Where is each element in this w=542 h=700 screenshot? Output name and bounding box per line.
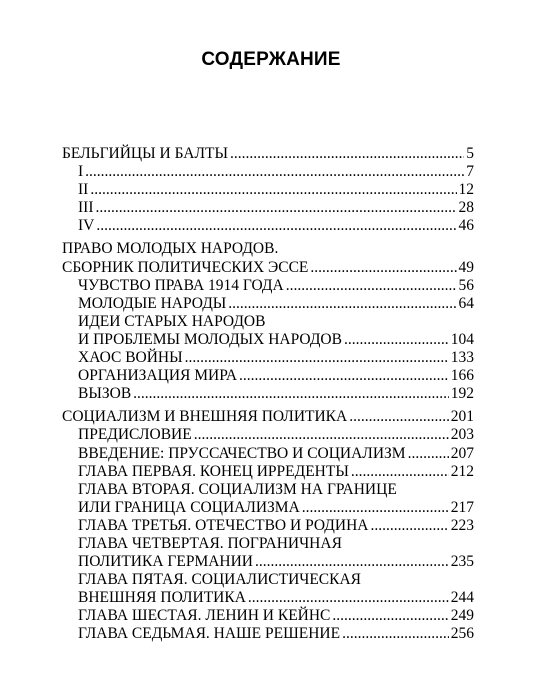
toc-entry-title: II <box>78 181 89 199</box>
toc-entry-title: СОЦИАЛИЗМ И ВНЕШНЯЯ ПОЛИТИКА <box>62 408 348 426</box>
dot-leader <box>351 463 449 481</box>
toc-entry-title: ПОЛИТИКА ГЕРМАНИИ <box>78 553 253 571</box>
dot-leader <box>133 385 449 403</box>
toc-page-number: 49 <box>458 258 474 276</box>
toc-line <box>78 625 474 643</box>
toc-entry-title: ГЛАВА ЧЕТВЕРТАЯ. ПОГРАНИЧНАЯ <box>78 534 342 552</box>
dot-leader <box>302 499 449 517</box>
toc-entry-title: ХАОС ВОЙНЫ <box>78 349 183 367</box>
toc-page-number: 64 <box>458 294 474 312</box>
toc-page-number: 192 <box>450 385 474 403</box>
toc-entry <box>62 463 474 481</box>
toc-page-number: 217 <box>450 498 474 516</box>
dot-leader <box>248 589 449 607</box>
toc-line <box>78 217 474 235</box>
toc-page-number: 203 <box>450 426 474 444</box>
toc-page-number: 56 <box>458 276 474 294</box>
toc-page-number: 5 <box>466 145 474 162</box>
toc-entry-title: ИДЕИ СТАРЫХ НАРОДОВ <box>78 312 266 330</box>
toc-line <box>78 553 474 571</box>
toc-page-number: 46 <box>458 217 474 235</box>
toc-line <box>78 589 474 607</box>
toc-line <box>62 240 474 258</box>
toc-entry <box>62 445 474 463</box>
dot-leader <box>332 607 448 625</box>
dot-leader <box>96 217 456 235</box>
toc-line <box>78 181 474 199</box>
dot-leader <box>90 181 456 199</box>
toc-page-number: 166 <box>450 367 474 385</box>
toc-entry <box>62 408 474 426</box>
dot-leader <box>342 625 449 643</box>
dot-leader <box>344 331 449 349</box>
toc-entry <box>62 313 474 349</box>
toc-page-number: 223 <box>450 516 474 534</box>
toc-line <box>78 499 474 517</box>
toc-line <box>78 367 474 385</box>
toc-entry <box>62 145 474 163</box>
dot-leader <box>194 426 449 444</box>
toc-line <box>78 426 474 444</box>
toc-line <box>78 277 474 295</box>
dot-leader <box>228 295 456 313</box>
table-of-contents <box>62 145 474 644</box>
dot-leader <box>239 367 449 385</box>
toc-page-number: 249 <box>450 607 474 625</box>
toc-entry-title: I <box>78 163 84 181</box>
toc-entry-title: И ПРОБЛЕМЫ МОЛОДЫХ НАРОДОВ <box>78 330 342 348</box>
toc-page-number: 28 <box>458 199 474 217</box>
toc-page-number: 207 <box>450 444 474 462</box>
dot-leader <box>349 408 449 426</box>
dot-leader <box>408 445 449 463</box>
dot-leader <box>85 163 464 181</box>
toc-entry-title: ЧУВСТВО ПРАВА 1914 ГОДА <box>78 276 284 294</box>
toc-entry-title: ГЛАВА ТРЕТЬЯ. ОТЕЧЕСТВО И РОДИНА <box>78 516 369 534</box>
toc-page-number: 235 <box>450 553 474 571</box>
toc-line <box>62 408 474 426</box>
toc-entry-title: ПРЕДИСЛОВИЕ <box>78 426 192 444</box>
toc-entry-title: ИЛИ ГРАНИЦА СОЦИАЛИЗМА <box>78 498 300 516</box>
toc-entry-title: ПРАВО МОЛОДЫХ НАРОДОВ. <box>62 240 279 258</box>
toc-entry-title: ГЛАВА ВТОРАЯ. СОЦИАЛИЗМ НА ГРАНИЦЕ <box>78 480 397 498</box>
toc-page-number: 12 <box>458 181 474 199</box>
toc-entry <box>62 517 474 535</box>
dot-leader <box>310 259 456 277</box>
toc-entry <box>62 481 474 517</box>
toc-entry-title: ГЛАВА ПЕРВАЯ. КОНЕЦ ИРРЕДЕНТЫ <box>78 462 349 480</box>
toc-entry <box>62 426 474 444</box>
toc-line <box>78 481 474 499</box>
toc-line <box>78 607 474 625</box>
toc-entry-title: СБОРНИК ПОЛИТИЧЕСКИХ ЭССЕ <box>62 258 309 276</box>
toc-line <box>78 163 474 181</box>
dot-leader <box>255 553 449 571</box>
toc-line <box>78 349 474 367</box>
toc-line <box>78 385 474 403</box>
toc-entry-title: ВНЕШНЯЯ ПОЛИТИКА <box>78 589 246 607</box>
toc-page-number: 256 <box>450 625 474 643</box>
toc-entry <box>62 277 474 295</box>
toc-entry-title: ВВЕДЕНИЕ: ПРУССАЧЕСТВО И СОЦИАЛИЗМ <box>78 444 406 462</box>
toc-entry <box>62 535 474 571</box>
toc-line <box>78 445 474 463</box>
toc-entry <box>62 385 474 403</box>
toc-entry-title: БЕЛЬГИЙЦЫ И БАЛТЫ <box>62 145 228 162</box>
toc-line <box>78 331 474 349</box>
toc-entry-title: IV <box>78 217 95 235</box>
toc-entry-title: III <box>78 199 94 217</box>
toc-entry-title: ГЛАВА ШЕСТАЯ. ЛЕНИН И КЕЙНС <box>78 607 331 625</box>
toc-entry-title: ГЛАВА СЕДЬМАЯ. НАШЕ РЕШЕНИЕ <box>78 625 341 643</box>
toc-entry <box>62 181 474 199</box>
toc-line <box>78 295 474 313</box>
toc-line <box>78 517 474 535</box>
toc-entry <box>62 217 474 235</box>
toc-line <box>78 463 474 481</box>
dot-leader <box>286 277 457 295</box>
toc-page-number: 133 <box>450 349 474 367</box>
toc-entry <box>62 625 474 643</box>
toc-page-number: 212 <box>450 462 474 480</box>
toc-entry <box>62 349 474 367</box>
toc-entry <box>62 367 474 385</box>
toc-entry <box>62 240 474 276</box>
toc-page-number: 7 <box>466 163 474 181</box>
toc-entry-title: ОРГАНИЗАЦИЯ МИРА <box>78 367 238 385</box>
toc-line <box>78 535 474 553</box>
toc-page-number: 244 <box>450 589 474 607</box>
toc-page-number: 201 <box>450 408 474 426</box>
toc-entry-title: МОЛОДЫЕ НАРОДЫ <box>78 294 227 312</box>
dot-leader <box>370 517 448 535</box>
toc-entry-title: ВЫЗОВ <box>78 385 132 403</box>
toc-page-number: 104 <box>450 330 474 348</box>
toc-entry <box>62 571 474 607</box>
toc-entry <box>62 163 474 181</box>
toc-line <box>78 199 474 217</box>
toc-line <box>62 259 474 277</box>
toc-line <box>62 145 474 163</box>
page-title: СОДЕРЖАНИЕ <box>201 49 341 70</box>
toc-line <box>78 571 474 589</box>
dot-leader <box>230 145 464 163</box>
toc-entry <box>62 607 474 625</box>
toc-entry <box>62 199 474 217</box>
dot-leader <box>96 199 457 217</box>
dot-leader <box>185 349 449 367</box>
toc-entry-title: ГЛАВА ПЯТАЯ. СОЦИАЛИСТИЧЕСКАЯ <box>78 571 362 589</box>
toc-line <box>78 313 474 331</box>
toc-entry <box>62 295 474 313</box>
